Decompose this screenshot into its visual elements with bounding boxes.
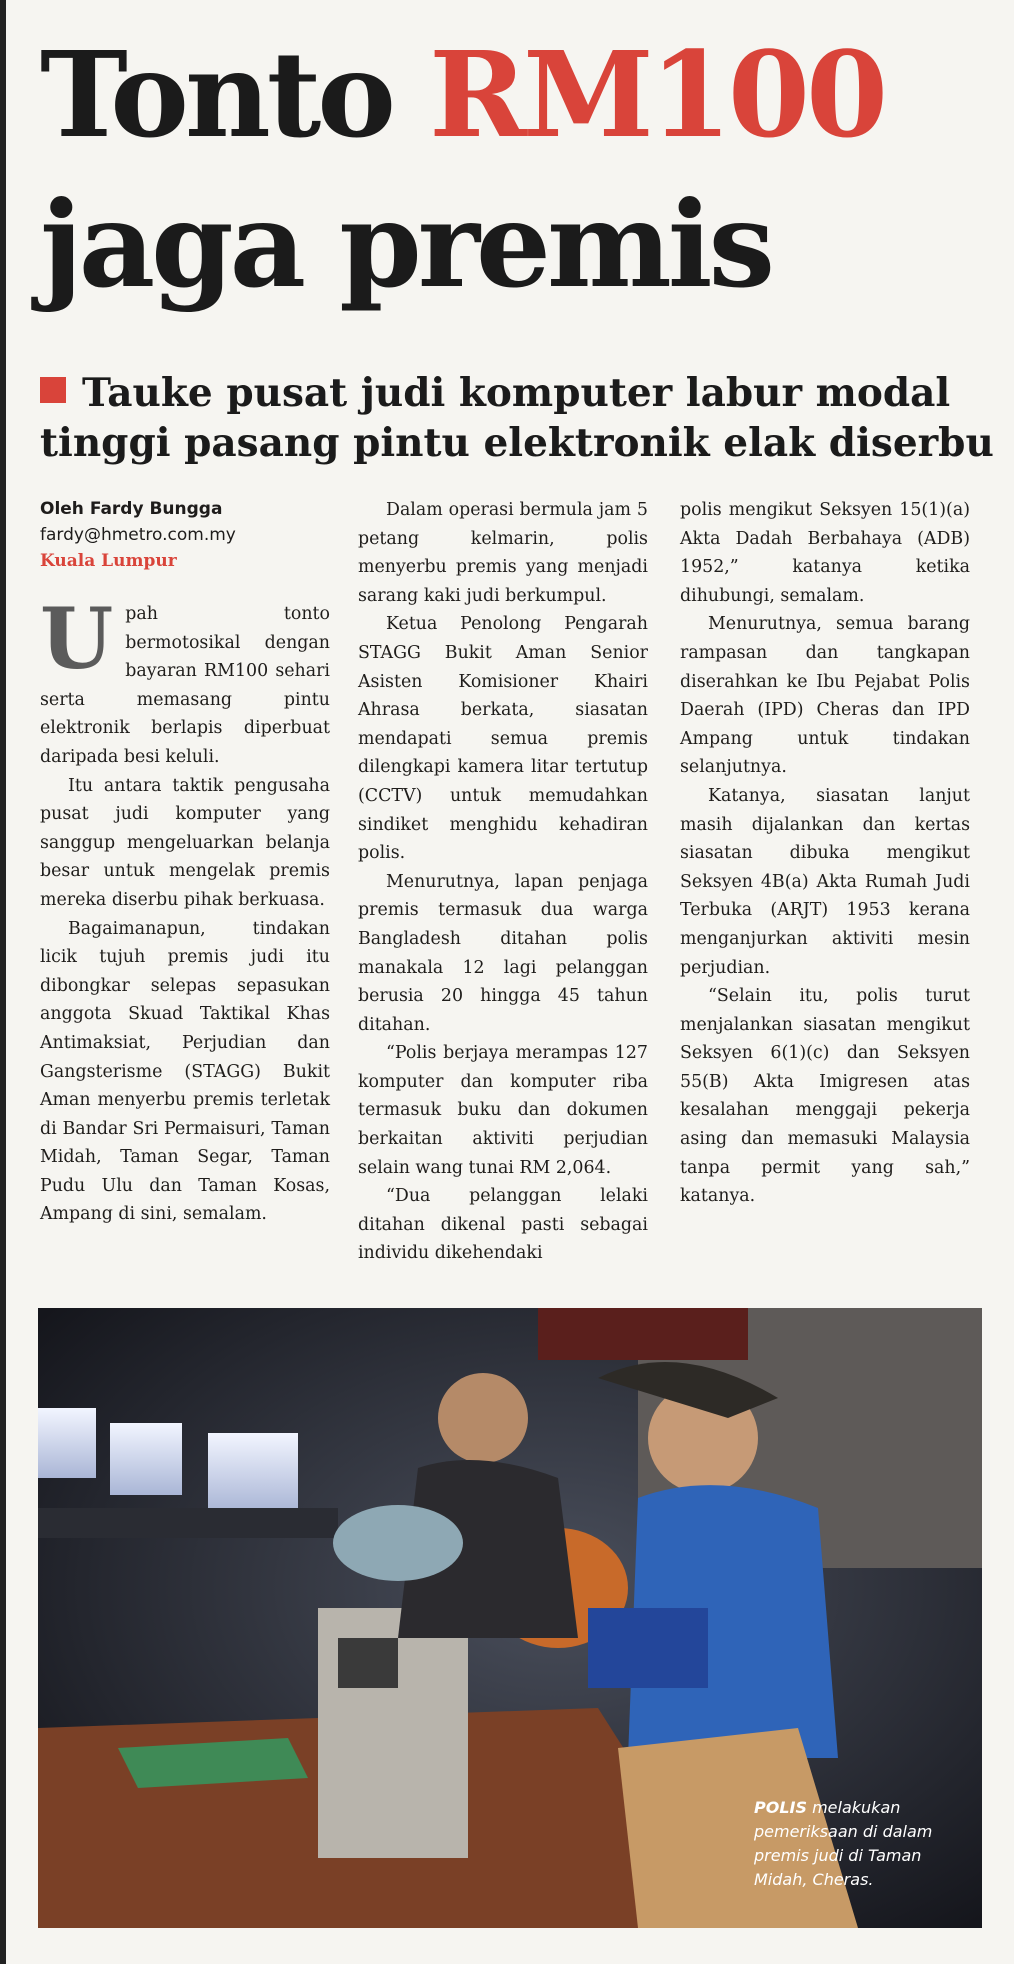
caption-lead: POLIS (754, 1798, 807, 1817)
page-edge (0, 0, 6, 1964)
article-paragraph: polis mengikut Seksyen 15(1)(a) Akta Dadah Berbahaya (ADB) 1952,” katanya ketika dihubungi, semalam. (680, 500, 970, 606)
monitor-3 (208, 1433, 298, 1511)
article-paragraph: Itu antara taktik pengusaha pusat judi komputer yang sanggup mengeluarkan belanja besar untuk mengelak premis mereka diserbu pihak berkuasa. (40, 775, 330, 910)
byline-email: fardy@hmetro.com.my (40, 525, 236, 545)
subheadline (40, 368, 1000, 468)
article-paragraph: Bagaimanapun, tindakan licik tujuh premis judi itu dibongkar selepas sepasukan anggota Skuad Taktikal Khas Antimaksiat, Perjudian dan Gangsterisme (STAGG) Bukit Aman menyerbu premis terletak di Bandar Sri Permaisuri, Taman Midah, Taman Segar, Taman Pudu Ulu dan Taman Kosas, Ampang di sini, semalam. (40, 918, 330, 1225)
article-paragraph: “Selain itu, polis turut menjalankan siasatan mengikut Seksyen 6(1)(c) dan Seksyen 55(B) Akta Imigresen atas kesalahan menggaji pekerja asing dan memasuki Malaysia tanpa permit yang sah,” katanya. (680, 986, 970, 1207)
article-paragraph: Ketua Penolong Pengarah STAGG Bukit Aman Senior Asisten Komisioner Khairi Ahrasa berkata, siasatan mendapati semua premis dilengkapi kamera litar tertutup (CCTV) untuk memudahkan sindiket menghidu kehadiran polis. (358, 614, 648, 864)
drop-cap: U (40, 589, 114, 688)
article-column-2 (358, 496, 648, 1268)
caption-text: melakukan pemeriksaan di dalam premis judi di Taman Midah, Cheras. (754, 1798, 933, 1889)
subheadline-text: Tauke pusat judi komputer labur modal tinggi pasang pintu elektronik elak diserbu (40, 370, 994, 466)
article-paragraph: Katanya, siasatan lanjut masih dijalankan dan kertas siasatan dibuka mengikut Seksyen 4B(a) Akta Rumah Judi Terbuka (ARJT) 1953 kerana menganjurkan aktiviti mesin perjudian. (680, 785, 970, 978)
headline-accent: RM100 (429, 25, 885, 164)
headline-part1: Tonto (40, 25, 430, 164)
article-paragraph: “Polis berjaya merampas 127 komputer dan komputer riba termasuk buku dan dokumen berkaitan aktiviti perjudian selain wang tunai RM 2,064. (358, 1043, 648, 1178)
photo-caption (754, 1796, 954, 1892)
byline (40, 496, 340, 574)
article-paragraph: “Dua pelanggan lelaki ditahan dikenal pasti sebagai individu dikehendaki (358, 1186, 648, 1264)
monitor-2 (110, 1423, 182, 1495)
paragraph-text: pah tonto bermotosikal dengan bayaran RM100 sehari serta memasang pintu elektronik berlapis diperbuat daripada besi keluli. (40, 604, 330, 767)
article-column-1 (40, 589, 330, 1229)
headline-part2: jaga premis (40, 175, 772, 314)
red-square-icon (40, 377, 66, 403)
article-paragraph: Dalam operasi bermula jam 5 petang kelmarin, polis menyerbu premis yang menjadi sarang kaki judi berkumpul. (358, 500, 648, 606)
monitor-1 (38, 1408, 96, 1478)
headline (40, 20, 980, 320)
article-paragraph: Menurutnya, semua barang rampasan dan tangkapan diserahkan ke Ibu Pejabat Polis Daerah (IPD) Cheras dan IPD Ampang untuk tindakan selanjutnya. (680, 614, 970, 778)
byline-place: Kuala Lumpur (40, 551, 177, 571)
article-column-3 (680, 496, 970, 1211)
byline-author: Oleh Fardy Bungga (40, 499, 223, 519)
article-paragraph (40, 589, 330, 772)
news-photo (38, 1308, 982, 1928)
article-paragraph: Menurutnya, lapan penjaga premis termasuk dua warga Bangladesh ditahan polis manakala 12 lagi pelanggan berusia 20 hingga 45 tahun ditahan. (358, 871, 648, 1035)
